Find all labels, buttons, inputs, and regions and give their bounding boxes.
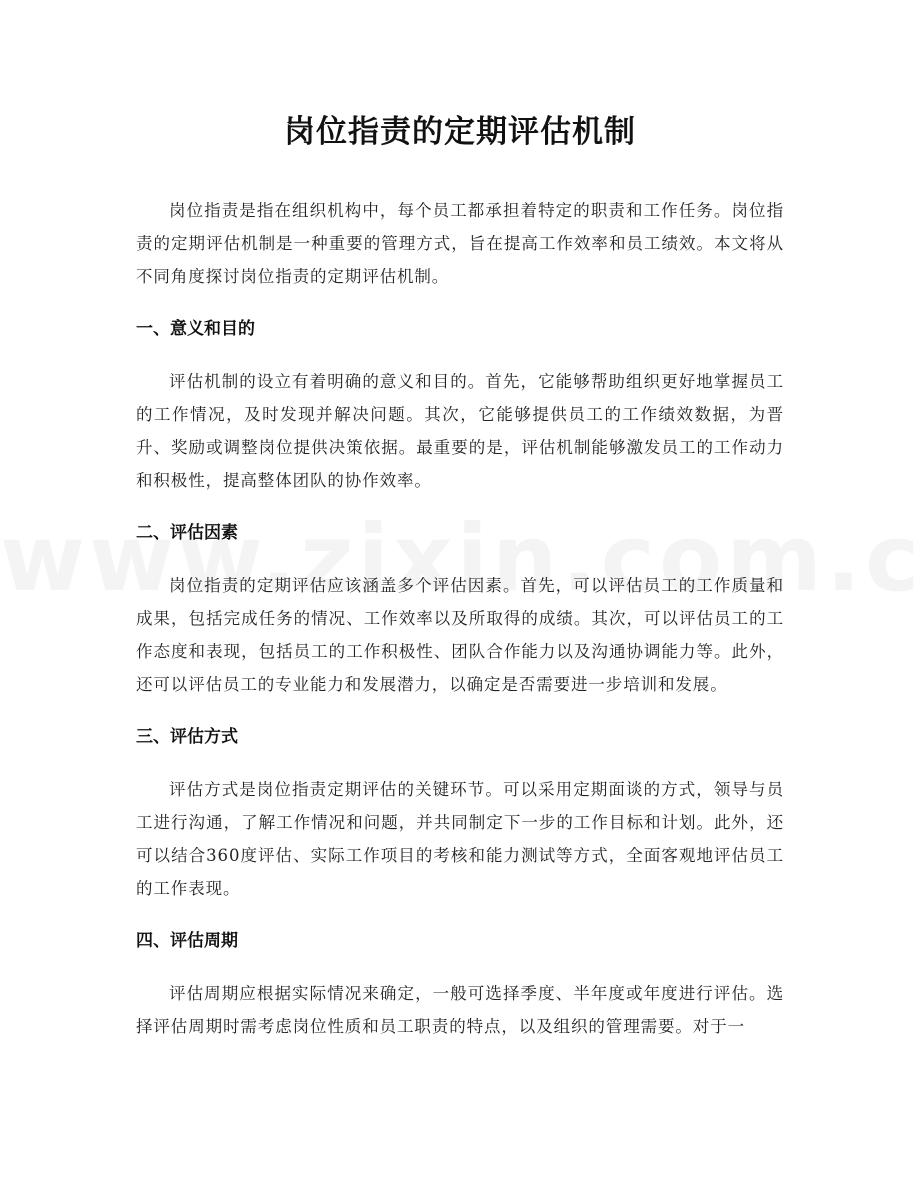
- section-paragraph: 岗位指责的定期评估应该涵盖多个评估因素。首先，可以评估员工的工作质量和成果，包括完成任务的情况、工作效率以及所取得的成绩。其次，可以评估员工的工作态度和表现，包括员工的工作积极性、团队合作能力以及沟通协调能力等。此外，还可以评估员工的专业能力和发展潜力，以确定是否需要进一步培训和发展。: [136, 576, 784, 694]
- section-paragraph: 评估周期应根据实际情况来确定，一般可选择季度、半年度或年度进行评估。选择评估周期时需考虑岗位性质和员工职责的特点，以及组织的管理需要。对于一: [136, 984, 784, 1036]
- section-1: [136, 315, 784, 497]
- section-3: [136, 723, 784, 905]
- section-4: [136, 927, 784, 1043]
- page-title: 岗位指责的定期评估机制: [284, 114, 636, 150]
- section-heading: 四、评估周期: [136, 931, 238, 951]
- section-heading: 三、评估方式: [136, 727, 238, 747]
- section-2: [136, 519, 784, 701]
- document-content: [136, 108, 784, 1043]
- section-paragraph: 评估机制的设立有着明确的意义和目的。首先，它能够帮助组织更好地掌握员工的工作情况，及时发现并解决问题。其次，它能够提供员工的工作绩效数据，为晋升、奖励或调整岗位提供决策依据。最重要的是，评估机制能够激发员工的工作动力和积极性，提高整体团队的协作效率。: [136, 372, 784, 490]
- section-paragraph: 评估方式是岗位指责定期评估的关键环节。可以采用定期面谈的方式，领导与员工进行沟通，了解工作情况和问题，并共同制定下一步的工作目标和计划。此外，还可以结合360度评估、实际工作项目的考核和能力测试等方式，全面客观地评估员工的工作表现。: [136, 780, 784, 898]
- section-heading: 二、评估因素: [136, 523, 238, 543]
- intro-paragraph: 岗位指责是指在组织机构中，每个员工都承担着特定的职责和工作任务。岗位指责的定期评估机制是一种重要的管理方式，旨在提高工作效率和员工绩效。本文将从不同角度探讨岗位指责的定期评估机制。: [136, 201, 784, 286]
- section-heading: 一、意义和目的: [136, 319, 255, 339]
